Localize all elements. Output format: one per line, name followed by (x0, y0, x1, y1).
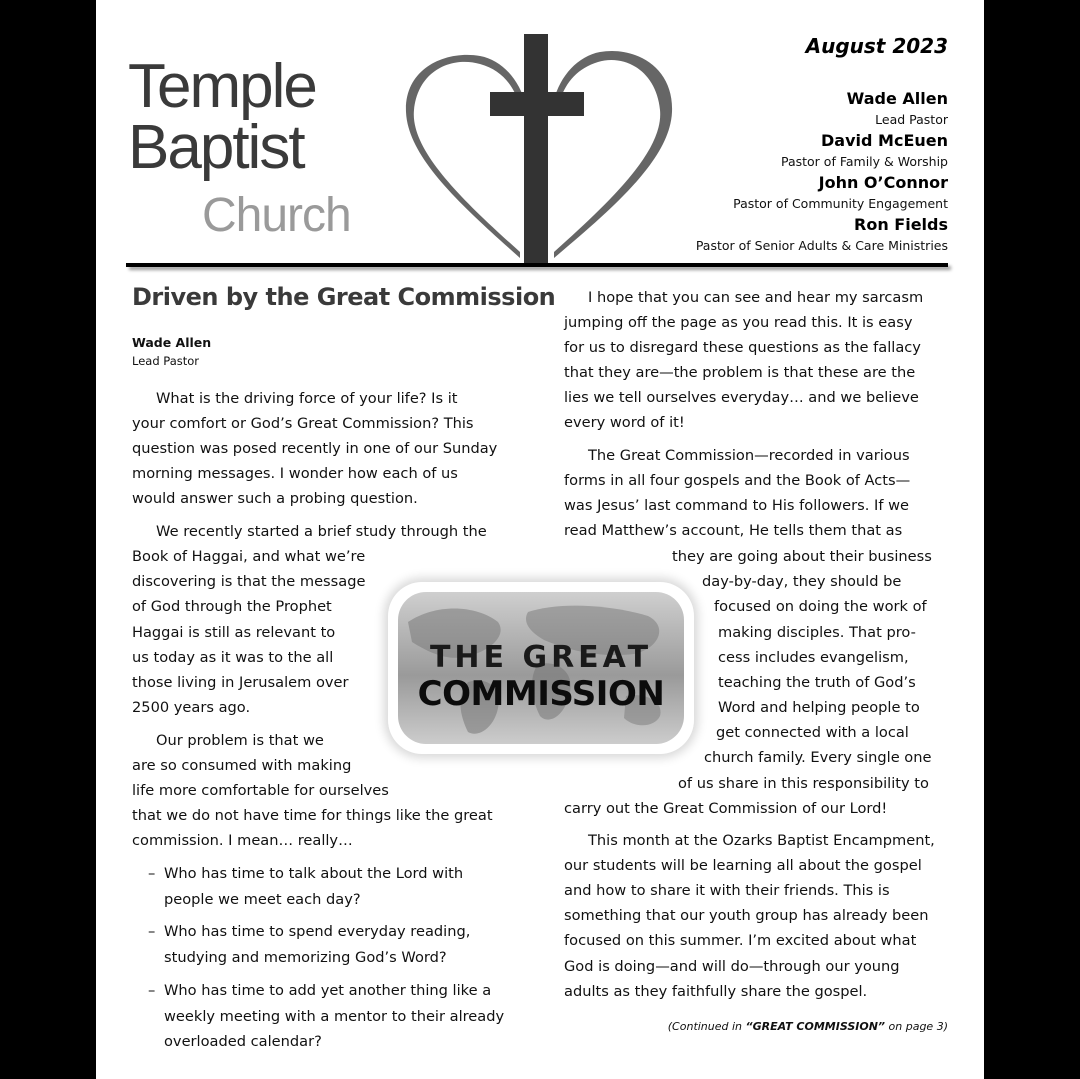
staff-name: David McEuen (821, 131, 948, 150)
staff-list (696, 88, 948, 256)
body-line: are so consumed with making (132, 757, 352, 774)
body-line: We recently started a brief study through the (156, 523, 487, 540)
body-line: life more comfortable for ourselves (132, 782, 389, 799)
body-line: morning messages. I wonder how each of us (132, 465, 458, 482)
body-line: our students will be learning all about the gospel (564, 857, 922, 874)
staff-role: Lead Pastor (875, 112, 948, 127)
body-line: that they are—the problem is that these are the (564, 364, 916, 381)
body-line: cess includes evangelism, (718, 649, 909, 666)
bullet-dash: – (148, 923, 156, 940)
bullet-line: overloaded calendar? (164, 1033, 322, 1050)
staff-name: Wade Allen (846, 89, 948, 108)
great-commission-image (388, 582, 694, 754)
body-line: focused on doing the work of (714, 598, 927, 615)
body-line: carry out the Great Commission of our Lord! (564, 800, 888, 817)
body-line: and how to share it with their friends. This is (564, 882, 890, 899)
header-rule (126, 263, 948, 267)
bullet-line: Who has time to talk about the Lord with (164, 865, 464, 882)
body-line: This month at the Ozarks Baptist Encampment, (588, 832, 935, 849)
body-line: read Matthew’s account, He tells them that as (564, 522, 903, 539)
body-line: question was posed recently in one of our Sunday (132, 440, 498, 457)
logo-word-baptist: Baptist (128, 113, 304, 182)
byline-name: Wade Allen (132, 335, 212, 350)
body-line: of God through the Prophet (132, 598, 332, 615)
body-line: they are going about their business (672, 548, 932, 565)
body-line: day-by-day, they should be (702, 573, 902, 590)
body-line: What is the driving force of your life? Is it (156, 390, 458, 407)
body-line: The Great Commission—recorded in various (588, 447, 910, 464)
bullet-dash: – (148, 865, 156, 882)
staff-name: Ron Fields (854, 215, 948, 234)
body-line: those living in Jerusalem over (132, 674, 349, 691)
body-line: church family. Every single one (704, 749, 932, 766)
body-line: focused on this summer. I’m excited about what (564, 932, 917, 949)
body-line: every word of it! (564, 414, 685, 431)
image-text-line2: COMMISSION (417, 674, 665, 714)
byline-role: Lead Pastor (132, 354, 200, 368)
staff-role: Pastor of Community Engagement (733, 196, 948, 211)
issue-date: August 2023 (805, 34, 948, 58)
newsletter-page (96, 0, 984, 1079)
body-line: making disciples. That pro- (718, 624, 916, 641)
body-line: commission. I mean… really… (132, 832, 353, 849)
continued-pre: (Continued in (667, 1020, 746, 1033)
body-line: Word and helping people to (718, 699, 920, 716)
bullet-dash: – (148, 982, 156, 999)
body-line: God is doing—and will do—through our young (564, 958, 900, 975)
bullet-line: studying and memorizing God’s Word? (164, 949, 447, 966)
continued-note (668, 1020, 948, 1033)
body-line: forms in all four gospels and the Book of Acts— (564, 472, 911, 489)
continued-link-text: “GREAT COMMISSION” (745, 1020, 886, 1033)
bullet-line: Who has time to add yet another thing like a (164, 982, 492, 999)
body-line: would answer such a probing question. (132, 490, 418, 507)
article-headline: Driven by the Great Commission (132, 283, 556, 311)
body-line: Our problem is that we (156, 732, 324, 749)
bullet-line: weekly meeting with a mentor to their already (164, 1008, 505, 1025)
bullet-line: Who has time to spend everyday reading, (164, 923, 471, 940)
body-line: something that our youth group has already been (564, 907, 929, 924)
staff-name: John O’Connor (818, 173, 948, 192)
body-line: for us to disregard these questions as the fallacy (564, 339, 921, 356)
body-line: adults as they faithfully share the gospel. (564, 983, 868, 1000)
staff-role: Pastor of Family & Worship (780, 154, 948, 169)
body-line: your comfort or God’s Great Commission? This (132, 415, 474, 432)
image-text-line1: THE GREAT (429, 640, 653, 675)
body-line: jumping off the page as you read this. It is easy (564, 314, 913, 331)
body-line: teaching the truth of God’s (718, 674, 916, 691)
cross-heart-icon (402, 30, 676, 266)
body-line: 2500 years ago. (132, 699, 251, 716)
body-line: that we do not have time for things like the great (132, 807, 493, 824)
body-line: get connected with a local (716, 724, 909, 741)
body-line: of us share in this responsibility to (678, 775, 929, 792)
body-line: lies we tell ourselves everyday… and we believe (564, 389, 919, 406)
body-line: I hope that you can see and hear my sarcasm (588, 289, 924, 306)
body-line: Haggai is still as relevant to (132, 624, 336, 641)
staff-role: Pastor of Senior Adults & Care Ministries (695, 238, 948, 253)
continued-post: on page 3) (885, 1020, 948, 1033)
body-line: was Jesus’ last command to His followers. If we (564, 497, 910, 514)
body-line: us today as it was to the all (132, 649, 334, 666)
bullet-line: people we meet each day? (164, 891, 361, 908)
logo-word-temple: Temple (128, 52, 316, 121)
world-map-icon (398, 592, 684, 744)
logo-word-church: Church (202, 189, 351, 242)
body-line: discovering is that the message (132, 573, 366, 590)
body-line: Book of Haggai, and what we’re (132, 548, 366, 565)
